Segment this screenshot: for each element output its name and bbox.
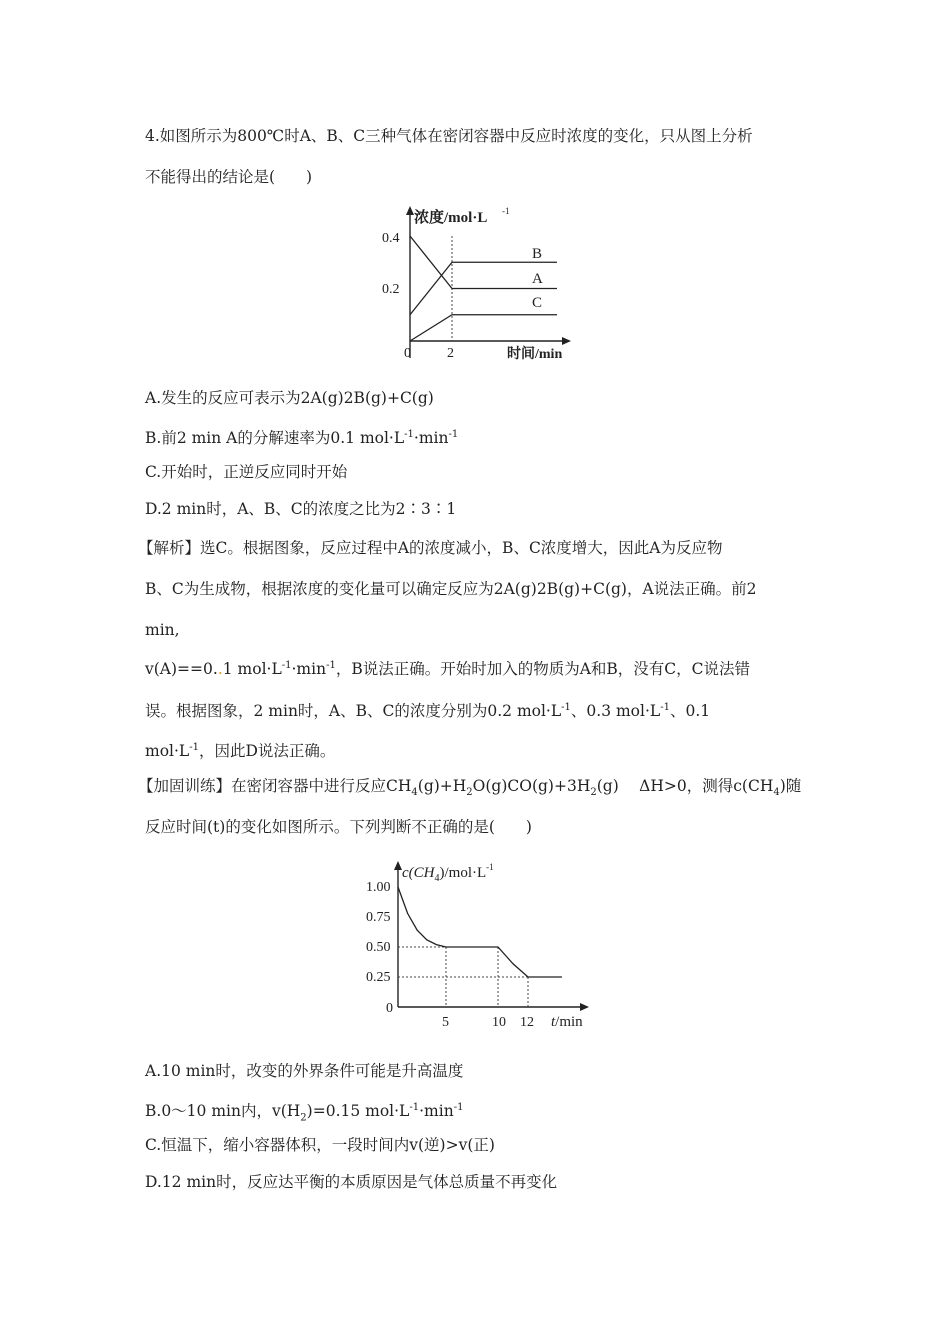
chart1-ylabel-sup: -1 (502, 206, 510, 216)
chart-2-ch4 (358, 855, 608, 1030)
chart2-ytick-1.00: 1.00 (366, 880, 391, 895)
chart1-series-C (410, 315, 557, 341)
practice-line2: 反应时间(t)的变化如图所示。下列判断不正确的是( ) (145, 818, 532, 836)
chart2-ytick-0.50: 0.50 (366, 940, 391, 955)
analysis-line1: 【解析】选C。根据图象，反应过程中A的浓度减小，B、C浓度增大，因此A为反应物 (138, 539, 723, 557)
q4-option-D: D.2 min时，A、B、C的浓度之比为2∶3∶1 (145, 500, 457, 518)
analysis-line6: $mol\cdot L^{-1}$，因此D说法正确。 (145, 742, 336, 761)
chart1-xlabel: 时间/min (507, 347, 563, 362)
practice-line1: 【加固训练】在密闭容器中进行反应$CH_4(g)+H_2O(g)CO(g)+3H_2(g)$ ΔH>0，测得$c(CH_4)$随 (138, 777, 802, 799)
practice-option-B: B.0～10 min内，$v(H_2)=0.15$ $mol\cdot L^{-1}\cdot\min^{-1}$ (145, 1102, 464, 1124)
chart2-ytick-0.75: 0.75 (366, 910, 391, 925)
q4-stem-line2: 不能得出的结论是( ) (145, 168, 313, 186)
chart1-legend-B: B (532, 246, 543, 262)
analysis-line2: B、C为生成物，根据浓度的变化量可以确定反应为2A(g)2B(g)+C(g)，A说法正确。前2 (145, 580, 757, 598)
chart1-legend-A: A (532, 271, 543, 287)
chart1-ytick-0.2: 0.2 (382, 282, 400, 297)
chart2-x-arrow (580, 1003, 589, 1011)
analysis-line5: 误。根据图象，2 min时，A、B、C的浓度分别为0.2 $mol\cdot L^{-1}$、0.3 $mol\cdot L^{-1}$、0.1 (145, 702, 711, 721)
analysis-line4: v(A)==0..1 $mol\cdot L^{-1}\cdot\min^{-1}$，B说法正确。开始时加入的物质为A和B，没有C，C说法错 (145, 660, 751, 679)
chart2-xtick-12: 12 (520, 1015, 534, 1030)
chart1-xtick-0: 0 (404, 346, 411, 361)
chart1-x-arrow (562, 337, 571, 345)
chart2-y-arrow (394, 861, 402, 870)
chart2-xtick-5: 5 (442, 1015, 449, 1030)
q4-option-A: A.发生的反应可表示为2A(g)2B(g)+C(g) (145, 389, 434, 407)
chart2-ylabel: $c(CH_4)/mol\cdot L^{-1}$ (402, 862, 494, 884)
practice-option-A: A.10 min时，改变的外界条件可能是升高温度 (145, 1062, 464, 1080)
chart-1-concentration (370, 200, 590, 370)
chart2-ytick-0.25: 0.25 (366, 970, 391, 985)
q4-option-C: C.开始时，正逆反应同时开始 (145, 463, 348, 481)
chart1-ylabel: 浓度/mol·L (414, 210, 488, 226)
q4-stem-line1: 4.如图所示为800℃时A、B、C三种气体在密闭容器中反应时浓度的变化，只从图上分析 (145, 127, 753, 145)
chart2-xlabel: t/min (551, 1014, 583, 1030)
chart1-y-arrow (406, 206, 414, 215)
chart1-xtick-2: 2 (447, 346, 454, 361)
analysis-line3: min, (145, 621, 180, 639)
practice-option-D: D.12 min时，反应达平衡的本质原因是气体总质量不再变化 (145, 1173, 558, 1191)
chart1-ytick-0.4: 0.4 (382, 231, 400, 246)
chart2-xtick-10: 10 (492, 1015, 506, 1030)
chart2-series-ch4 (398, 887, 562, 977)
q4-option-B: B.前2 min A的分解速率为0.1 $mol\cdot L^{-1}\cdot\min^{-1}$ (145, 429, 459, 448)
chart1-axes (406, 206, 571, 358)
chart1-legend-C: C (532, 295, 543, 311)
chart2-ytick-0: 0 (386, 1001, 393, 1016)
practice-option-C: C.恒温下，缩小容器体积，一段时间内v(逆)>v(正) (145, 1136, 495, 1154)
